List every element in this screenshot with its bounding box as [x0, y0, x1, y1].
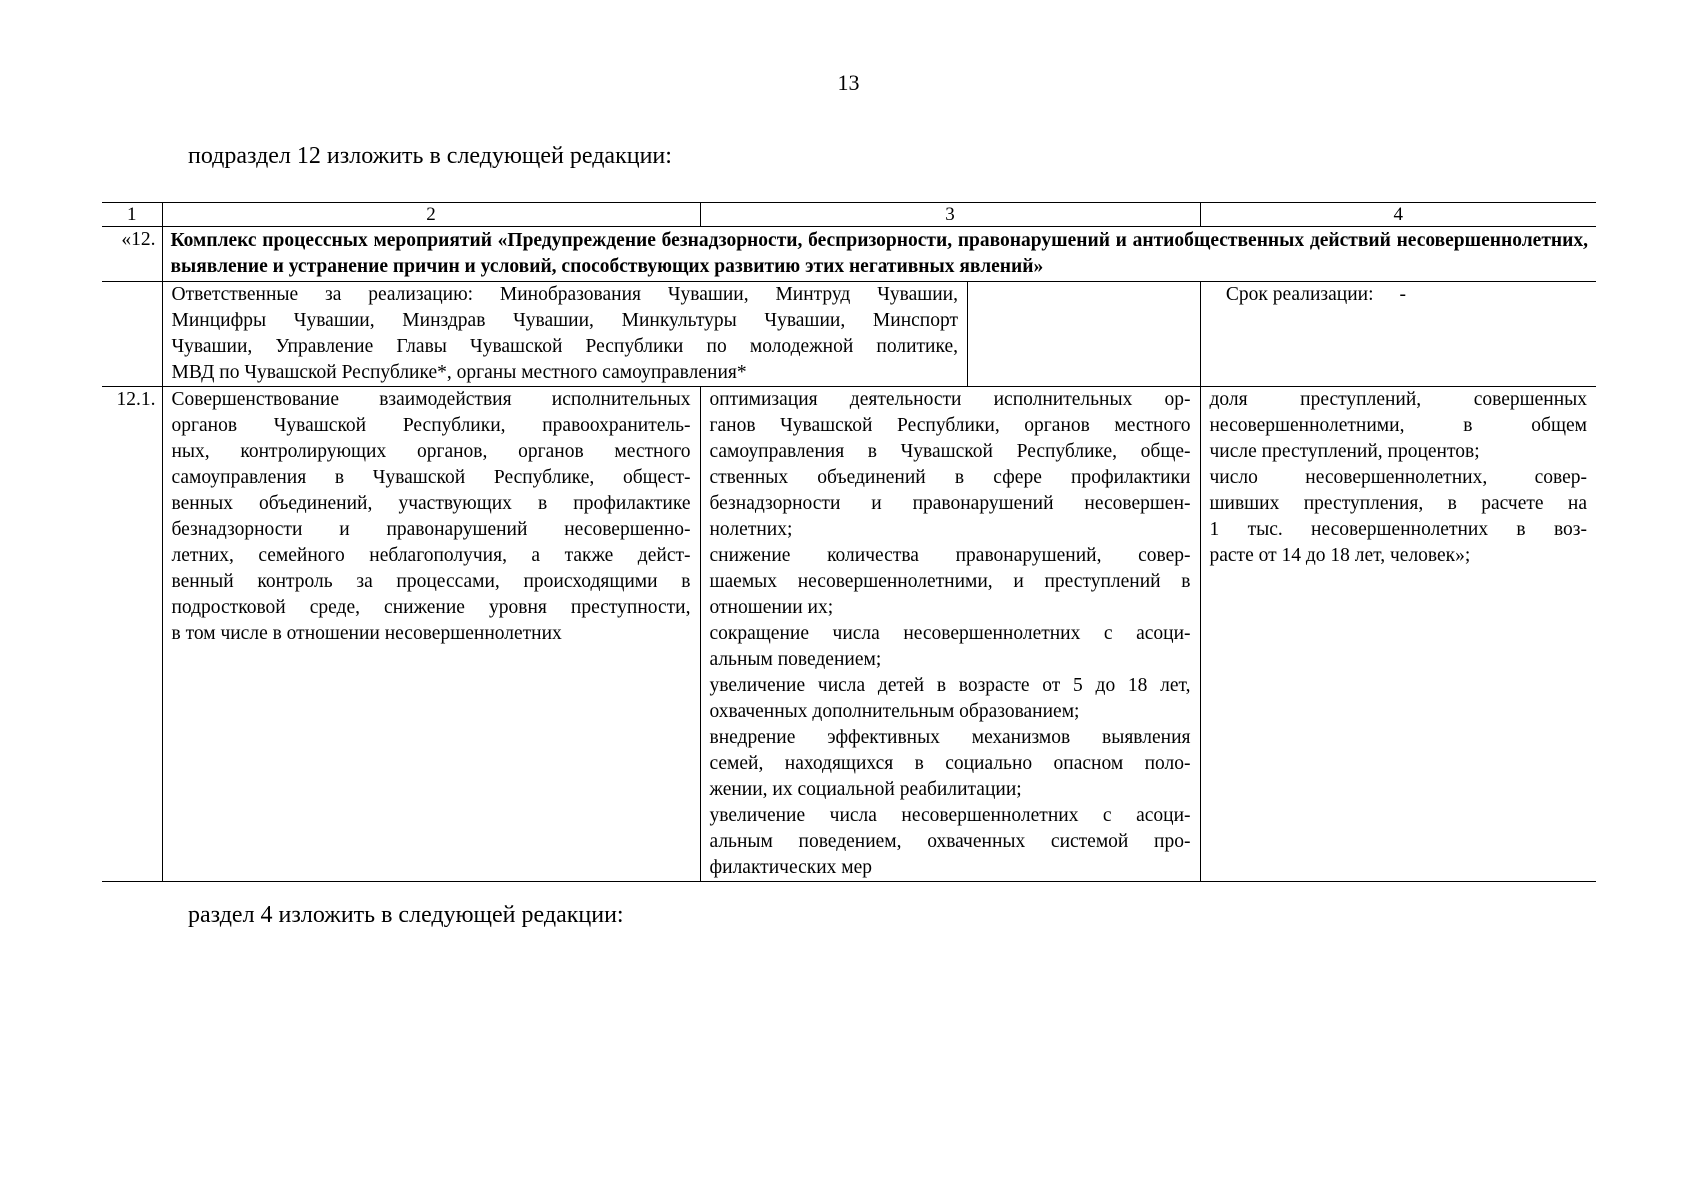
text-line: ных, контролирующих органов, органов местного [171, 441, 691, 462]
responsible-row [102, 282, 1596, 387]
responsible-line: Ответственные за реализацию: Минобразования Чувашии, Минтруд Чувашии, [171, 284, 958, 305]
header-row [102, 203, 1596, 227]
period-value: - [1399, 284, 1406, 305]
text-line: жении, их социальной реабилитации; [709, 779, 1022, 800]
responsible-inner [163, 282, 1200, 386]
indicators [1200, 387, 1596, 882]
section-number: «12. [102, 227, 162, 282]
text-line: венных объединений, участвующих в профилактике [171, 493, 691, 514]
text-line: расте от 14 до 18 лет, человек»; [1209, 545, 1471, 566]
text-line: нолетних; [709, 519, 793, 540]
text-line: ственных объединений в сфере профилактики [709, 467, 1191, 488]
text-line: альным поведением, охваченных системой про- [709, 831, 1191, 852]
text-line: оптимизация деятельности исполнительных ор- [709, 389, 1191, 410]
intro-text-subsection: подраздел 12 изложить в следующей редакции: [188, 143, 672, 169]
text-line: шивших преступления, в расчете на [1209, 493, 1587, 514]
text-line: летних, семейного неблагополучия, а также дейст- [171, 545, 691, 566]
header-cell-2: 2 [162, 203, 700, 227]
text-line: охваченных дополнительным образованием; [709, 701, 1080, 722]
text-line: альным поведением; [709, 649, 882, 670]
expected-results [700, 387, 1200, 882]
program-table [102, 202, 1596, 882]
period-cell [1200, 282, 1596, 387]
text-line: несовершеннолетними, в общем [1209, 415, 1587, 436]
text-line: самоуправления в Чувашской Республике, обще- [709, 441, 1191, 462]
row-number: 12.1. [102, 387, 162, 882]
text-line: подростковой среде, снижение уровня преступности, [171, 597, 691, 618]
header-cell-1: 1 [102, 203, 162, 227]
text-line: увеличение числа детей в возрасте от 5 до 18 лет, [709, 675, 1191, 696]
responsible-cell [163, 282, 968, 386]
text-line: 1 тыс. несовершеннолетних в воз- [1209, 519, 1587, 540]
responsible-wrapper [162, 282, 1200, 387]
text-line: увеличение числа несовершеннолетних с асоци- [709, 805, 1191, 826]
measure-row-12-1 [102, 387, 1596, 882]
period-label: Срок реализации: [1225, 284, 1374, 305]
text-line: внедрение эффективных механизмов выявления [709, 727, 1191, 748]
responsible-line: Минцифры Чувашии, Минздрав Чувашии, Минкультуры Чувашии, Минспорт [171, 310, 958, 331]
responsible-line: Чувашии, Управление Главы Чувашской Республики по молодежной политике, [171, 336, 958, 357]
text-line: шаемых несовершеннолетними, и преступлений в [709, 571, 1191, 592]
text-line: доля преступлений, совершенных [1209, 389, 1587, 410]
text-line: безнадзорности и правонарушений несовершен- [709, 493, 1191, 514]
text-line: снижение количества правонарушений, совер- [709, 545, 1191, 566]
header-cell-3: 3 [700, 203, 1200, 227]
text-line: ганов Чувашской Республики, органов местного [709, 415, 1191, 436]
text-line: в том числе в отношении несовершеннолетних [171, 623, 562, 644]
text-line: безнадзорности и правонарушений несовершенно- [171, 519, 691, 540]
section-title-row [102, 227, 1596, 282]
text-line: числе преступлений, процентов; [1209, 441, 1480, 462]
section-title: Комплекс процессных мероприятий «Предупреждение безнадзорности, беспризорности, правонарушений и антиобщественных действий несовершеннолетних, выявление и устранение причин и условий, способствующих развитию этих негативных явлений» [162, 227, 1596, 282]
text-line: сокращение числа несовершеннолетних с асоци- [709, 623, 1191, 644]
text-line: самоуправления в Чувашской Республике, общест- [171, 467, 691, 488]
spacer-cell [968, 282, 1200, 386]
text-line: Совершенствование взаимодействия исполнительных [171, 389, 691, 410]
measure-description [162, 387, 700, 882]
responsible-line: МВД по Чувашской Республике*, органы местного самоуправления* [171, 362, 747, 383]
text-line: филактических мер [709, 857, 873, 878]
text-line: семей, находящихся в социально опасном поло- [709, 753, 1191, 774]
text-line: отношении их; [709, 597, 834, 618]
empty-number-cell [102, 282, 162, 387]
intro-text-section-4: раздел 4 изложить в следующей редакции: [188, 902, 624, 928]
header-cell-4: 4 [1200, 203, 1596, 227]
text-line: венный контроль за процессами, происходящими в [171, 571, 691, 592]
page-number: 13 [837, 70, 860, 95]
text-line: число несовершеннолетних, совер- [1209, 467, 1587, 488]
text-line: органов Чувашской Республики, правоохранитель- [171, 415, 691, 436]
